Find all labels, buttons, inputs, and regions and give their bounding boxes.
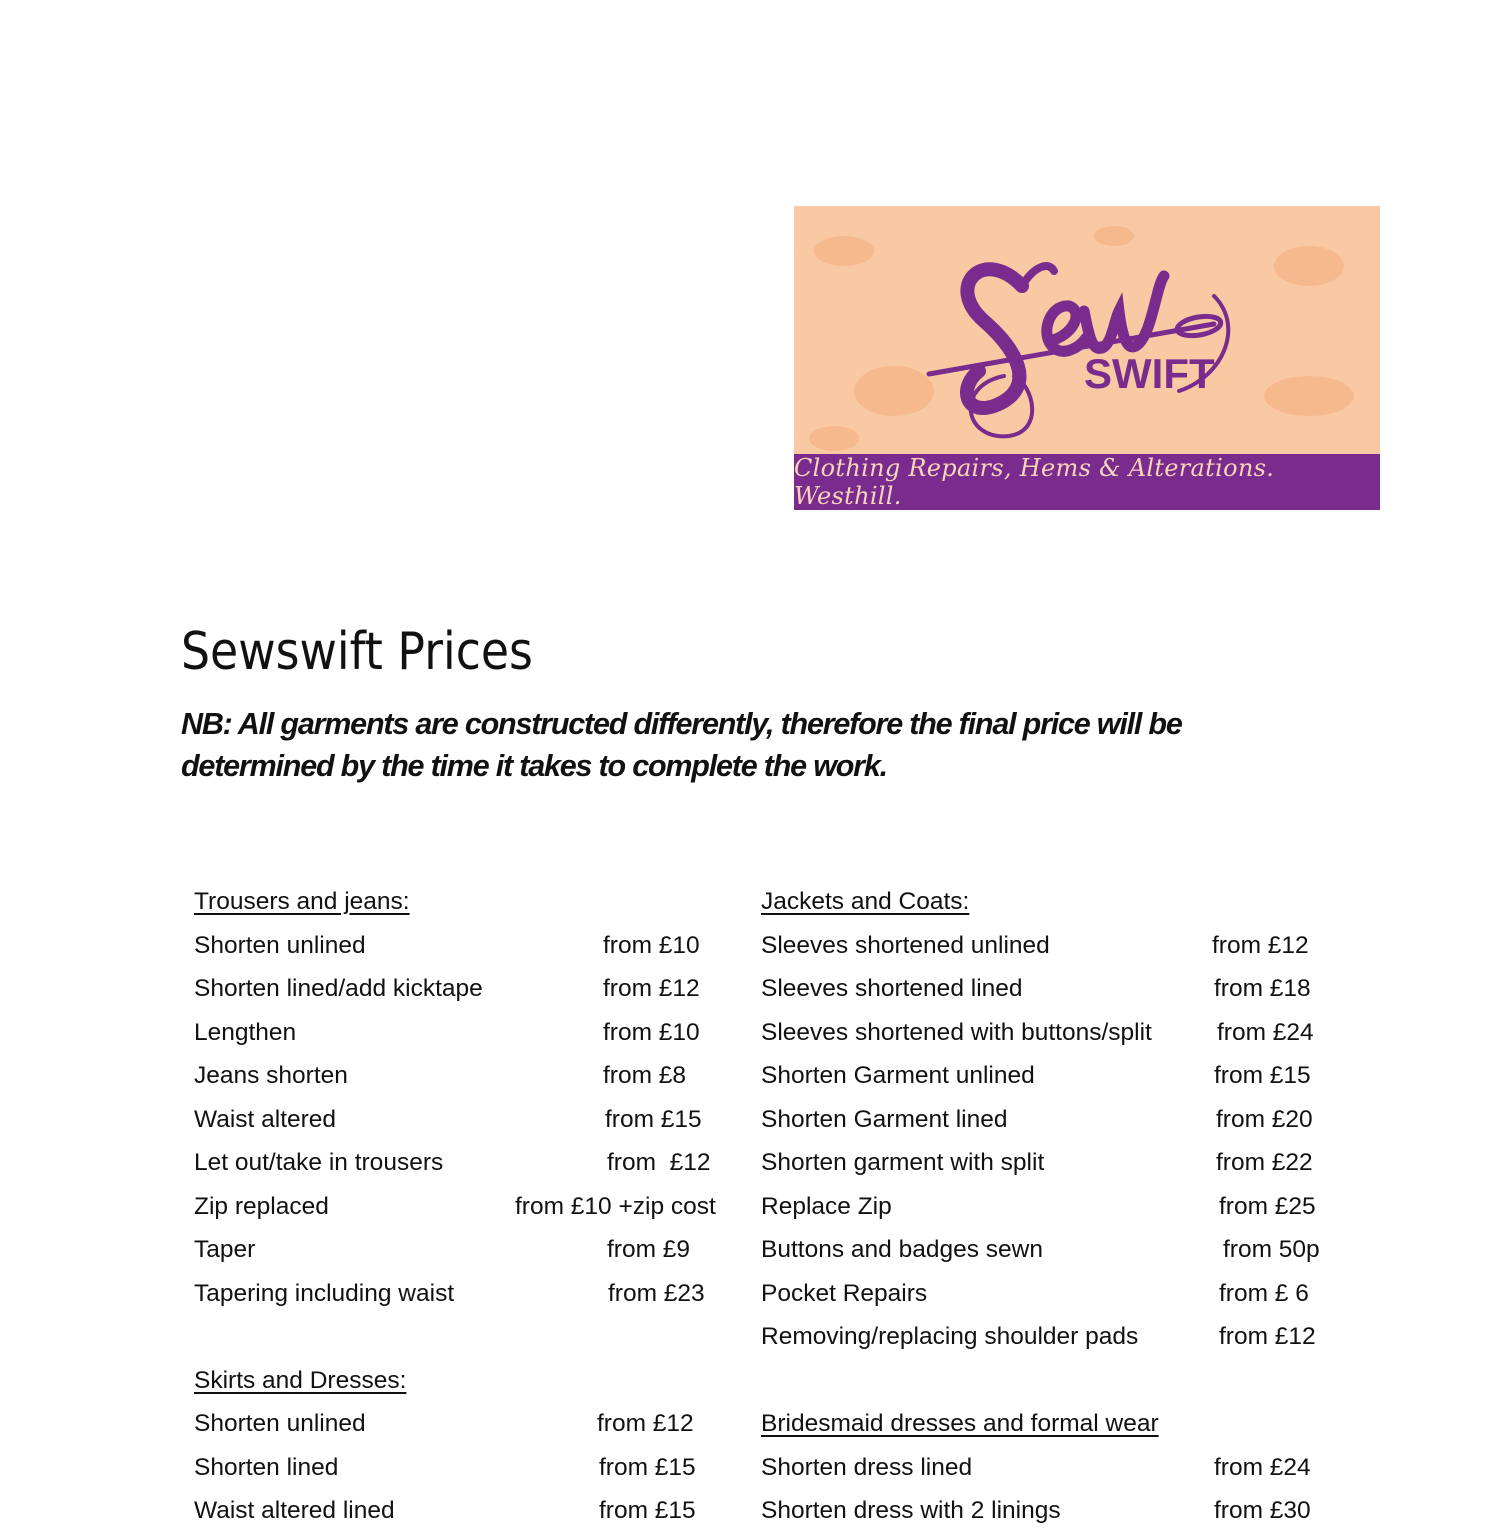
- price-row: [194, 1489, 734, 1533]
- service-label: Shorten Garment unlined: [761, 1062, 1035, 1089]
- service-label: Replace Zip: [761, 1192, 892, 1220]
- service-label: Buttons and badges sewn: [761, 1236, 1043, 1263]
- service-price: from 50p: [1223, 1236, 1320, 1263]
- price-row: [761, 1272, 1341, 1316]
- price-row: [761, 1315, 1341, 1359]
- texture-speck: [1264, 376, 1354, 416]
- service-label: Shorten Garment lined: [761, 1105, 1008, 1133]
- section-spacer: [761, 1359, 1341, 1403]
- price-row: [761, 924, 1341, 968]
- price-row: [761, 1054, 1341, 1098]
- service-label: Jeans shorten: [194, 1062, 348, 1089]
- price-row: [194, 967, 734, 1011]
- texture-speck: [809, 426, 859, 451]
- service-label: Shorten unlined: [194, 1410, 366, 1437]
- texture-speck: [814, 236, 874, 266]
- logo-tagline: Clothing Repairs, Hems & Alterations. Westhill.: [794, 454, 1275, 510]
- price-row: [761, 1489, 1341, 1533]
- needle-thread-logo-icon: [924, 226, 1254, 446]
- service-price: from £12: [603, 975, 700, 1002]
- service-price: from £18: [1214, 975, 1311, 1002]
- section-heading-skirts-dresses: Skirts and Dresses:: [194, 1366, 407, 1394]
- price-row: [761, 1098, 1341, 1142]
- service-label: Waist altered lined: [194, 1497, 395, 1524]
- price-row: [761, 1141, 1341, 1185]
- section-heading-row: [761, 880, 1341, 924]
- price-row: [761, 1446, 1341, 1490]
- price-list-right-column: [761, 880, 1341, 1533]
- tagline-band: [794, 454, 1380, 510]
- section-spacer: [194, 1315, 734, 1359]
- price-row: [194, 1402, 734, 1446]
- service-label: Shorten lined: [194, 1453, 339, 1481]
- service-price: from £30: [1214, 1497, 1311, 1524]
- service-price: from £12: [1219, 1323, 1316, 1350]
- service-price: from £23: [608, 1279, 705, 1307]
- service-price: from £12: [607, 1149, 711, 1176]
- service-label: Shorten dress lined: [761, 1453, 973, 1481]
- price-row: [194, 1098, 734, 1142]
- service-label: Pocket Repairs: [761, 1279, 928, 1307]
- service-label: Removing/replacing shoulder pads: [761, 1323, 1139, 1350]
- service-label: Lengthen: [194, 1018, 297, 1046]
- section-heading-jackets-coats: Jackets and Coats:: [761, 888, 970, 915]
- texture-speck: [854, 366, 934, 416]
- section-heading-row: [194, 1359, 734, 1403]
- price-disclaimer-note: NB: All garments are constructed differently, therefore the final price will be determined by the time it takes to complete the work.: [181, 707, 1182, 783]
- service-label: Sleeves shortened unlined: [761, 931, 1050, 959]
- price-row: [761, 1228, 1341, 1272]
- service-price: from £9: [607, 1236, 691, 1263]
- price-row: [194, 1272, 734, 1316]
- price-row: [194, 924, 734, 968]
- service-label: Tapering including waist: [194, 1279, 455, 1307]
- page-title: Sewswift Prices: [181, 622, 533, 682]
- service-label: Shorten lined/add kicktape: [194, 975, 483, 1002]
- price-row: [761, 1185, 1341, 1229]
- price-row: [194, 1185, 734, 1229]
- service-label: Sleeves shortened with buttons/split: [761, 1018, 1152, 1046]
- texture-speck: [1274, 246, 1344, 286]
- price-row: [761, 967, 1341, 1011]
- price-row: [194, 1054, 734, 1098]
- service-price: from £15: [1214, 1062, 1311, 1089]
- service-price: from £24: [1214, 1453, 1311, 1481]
- price-row: [194, 1446, 734, 1490]
- service-price: from £15: [599, 1497, 696, 1524]
- service-price: from £12: [1212, 931, 1309, 959]
- section-heading-row: [761, 1402, 1341, 1446]
- service-price: from £10 +zip cost: [515, 1192, 716, 1220]
- section-heading-trousers: Trousers and jeans:: [194, 888, 410, 915]
- service-label: Waist altered: [194, 1105, 337, 1133]
- service-price: from £20: [1216, 1105, 1313, 1133]
- service-price: from £8: [603, 1062, 687, 1089]
- service-label: Shorten garment with split: [761, 1149, 1045, 1176]
- service-price: from £10: [603, 931, 700, 959]
- service-price: from £22: [1216, 1149, 1313, 1176]
- service-price: from £15: [605, 1105, 702, 1133]
- price-row: [761, 1011, 1341, 1055]
- service-label: Sleeves shortened lined: [761, 975, 1023, 1002]
- service-price: from £12: [597, 1410, 694, 1437]
- service-label: Let out/take in trousers: [194, 1149, 444, 1176]
- service-price: from £15: [599, 1453, 696, 1481]
- service-label: Taper: [194, 1236, 256, 1263]
- price-row: [194, 1141, 734, 1185]
- service-label: Shorten unlined: [194, 931, 366, 959]
- service-price: from £24: [1217, 1018, 1314, 1046]
- service-label: Shorten dress with 2 linings: [761, 1497, 1061, 1524]
- service-price: from £ 6: [1219, 1279, 1309, 1307]
- price-row: [194, 1011, 734, 1055]
- service-label: Zip replaced: [194, 1192, 329, 1220]
- brand-caps: SWIFT: [1084, 350, 1215, 397]
- section-heading-row: [194, 880, 734, 924]
- price-list-left-column: [194, 880, 734, 1533]
- service-price: from £10: [603, 1018, 700, 1046]
- price-row: [194, 1228, 734, 1272]
- section-heading-bridesmaid-formal: Bridesmaid dresses and formal wear: [761, 1410, 1159, 1437]
- service-price: from £25: [1219, 1192, 1316, 1220]
- sewswift-logo-banner: [794, 206, 1380, 510]
